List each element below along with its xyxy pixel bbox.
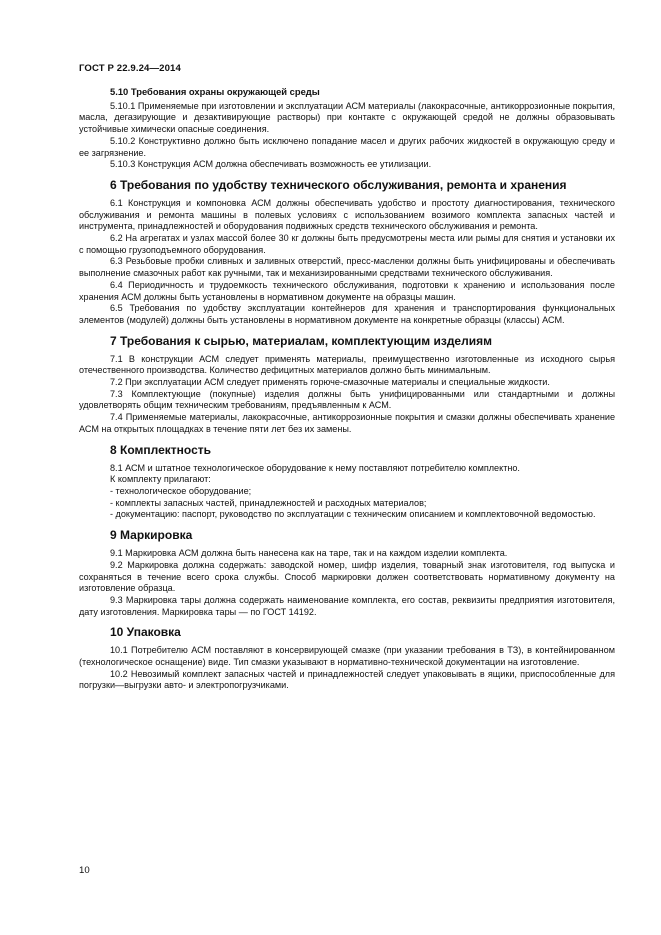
- paragraph: К комплекту прилагают:: [110, 474, 211, 485]
- section-8: [79, 443, 615, 522]
- paragraph: 10.1 Потребителю АСМ поставляют в консервирующей смазке (при указании требования в ТЗ), в контейнированном (технологическое оснащение) виде. Тип смазки указывают в нормативно-технической документации на изготовление.: [79, 645, 615, 668]
- page-number: 10: [79, 865, 90, 876]
- section-heading: 8 Комплектность: [110, 442, 211, 457]
- section-10: [79, 625, 615, 692]
- section-heading: 6 Требования по удобству технического обслуживания, ремонта и хранения: [110, 177, 567, 192]
- list-item: - комплекты запасных частей, принадлежностей и расходных материалов;: [110, 497, 427, 508]
- paragraph: 5.10.3 Конструкция АСМ должна обеспечивать возможность ее утилизации.: [110, 159, 432, 170]
- document-header: ГОСТ Р 22.9.24—2014: [79, 63, 181, 74]
- paragraph: 9.3 Маркировка тары должна содержать наименование комплекта, его состав, реквизиты предприятия изготовителя, дату изготовления. Маркировка тары — по ГОСТ 14192.: [79, 594, 615, 617]
- paragraph: 6.4 Периодичность и трудоемкость технического обслуживания, подготовки к хранению и использования после хранения АСМ должны быть установлены в нормативном документе на образцы машин.: [79, 279, 615, 302]
- document-body: [79, 86, 615, 692]
- section-heading: 7 Требования к сырью, материалам, комплектующим изделиям: [110, 333, 492, 348]
- paragraph: 7.2 При эксплуатации АСМ следует применять горюче-смазочные материалы и специальные жидкости.: [110, 377, 550, 388]
- paragraph: 6.3 Резьбовые пробки сливных и заливных отверстий, пресс-масленки должны быть унифицированы и обеспечивать выполнение смазочных работ как ручными, так и механизированными средствами технического обслуживания.: [79, 256, 615, 279]
- paragraph: 7.3 Комплектующие (покупные) изделия должны быть унифицированными или стандартными и должны удовлетворять общим техническим требованиям, предъявленным к АСМ.: [79, 388, 615, 411]
- paragraph: 5.10.1 Применяемые при изготовлении и эксплуатации АСМ материалы (лакокрасочные, антикоррозионные покрытия, масла, дегазирующие и дезактивирующие растворы) при контакте с окружающей средой не должны образовывать устойчивые химически опасные соединения.: [79, 100, 615, 135]
- paragraph: 7.1 В конструкции АСМ следует применять материалы, преимущественно изготовленные из исходного сырья отечественного производства. Количество дефицитных материалов должно быть минимальным.: [79, 353, 615, 376]
- paragraph: 5.10.2 Конструктивно должно быть исключено попадание масел и других рабочих жидкостей в окружающую среду и ее загрязнение.: [79, 135, 615, 158]
- paragraph: 9.2 Маркировка должна содержать: заводской номер, шифр изделия, товарный знак изготовителя, год выпуска и сохраняться в течение всего срока службы. Способ маркировки должен соответствовать нормативному документу на изготовление образца.: [79, 559, 615, 594]
- section-heading: 5.10 Требования охраны окружающей среды: [110, 86, 320, 97]
- paragraph: 6.2 На агрегатах и узлах массой более 30 кг должны быть предусмотрены места или рымы для снятия и установки их с помощью грузоподъемного оборудования.: [79, 233, 615, 255]
- paragraph: 10.2 Невозимый комплект запасных частей и принадлежностей следует упаковывать в ящики, приспособленные для погрузки—выгрузки авто- и электропогрузчиками.: [79, 668, 615, 691]
- list-item: - документацию: паспорт, руководство по эксплуатации с техническим описанием и комплектовочной ведомостью.: [110, 509, 596, 520]
- section-9: [79, 528, 615, 618]
- section-heading: 9 Маркировка: [110, 528, 193, 543]
- section-5-10: [79, 86, 615, 171]
- paragraph: 7.4 Применяемые материалы, лакокрасочные, антикоррозионные покрытия и смазки должны обеспечивать хранение АСМ на открытых площадках в течение пяти лет без их замены.: [79, 412, 615, 434]
- paragraph: 6.5 Требования по удобству эксплуатации контейнеров для хранения и транспортирования функциональных элементов (модулей) должны быть установлены в нормативном документе на конкретные образцы (классы) АСМ.: [79, 303, 615, 325]
- paragraph: 8.1 АСМ и штатное технологическое оборудование к нему поставляют потребителю комплектно.: [110, 462, 520, 473]
- section-7: [79, 334, 615, 436]
- paragraph: 9.1 Маркировка АСМ должна быть нанесена как на таре, так и на каждом изделии комплекта.: [110, 548, 508, 559]
- section-heading: 10 Упаковка: [110, 625, 181, 640]
- paragraph: 6.1 Конструкция и компоновка АСМ должны обеспечивать удобство и простоту диагностирования, технического обслуживания и ремонта машины в полевых условиях с использованием возимого комплекта запасных частей и инструмента, принадлежностей и оборудования подвижных средств технического обслуживания и ремонта.: [79, 197, 615, 232]
- list-item: - технологическое оборудование;: [110, 485, 252, 496]
- section-6: [79, 178, 615, 327]
